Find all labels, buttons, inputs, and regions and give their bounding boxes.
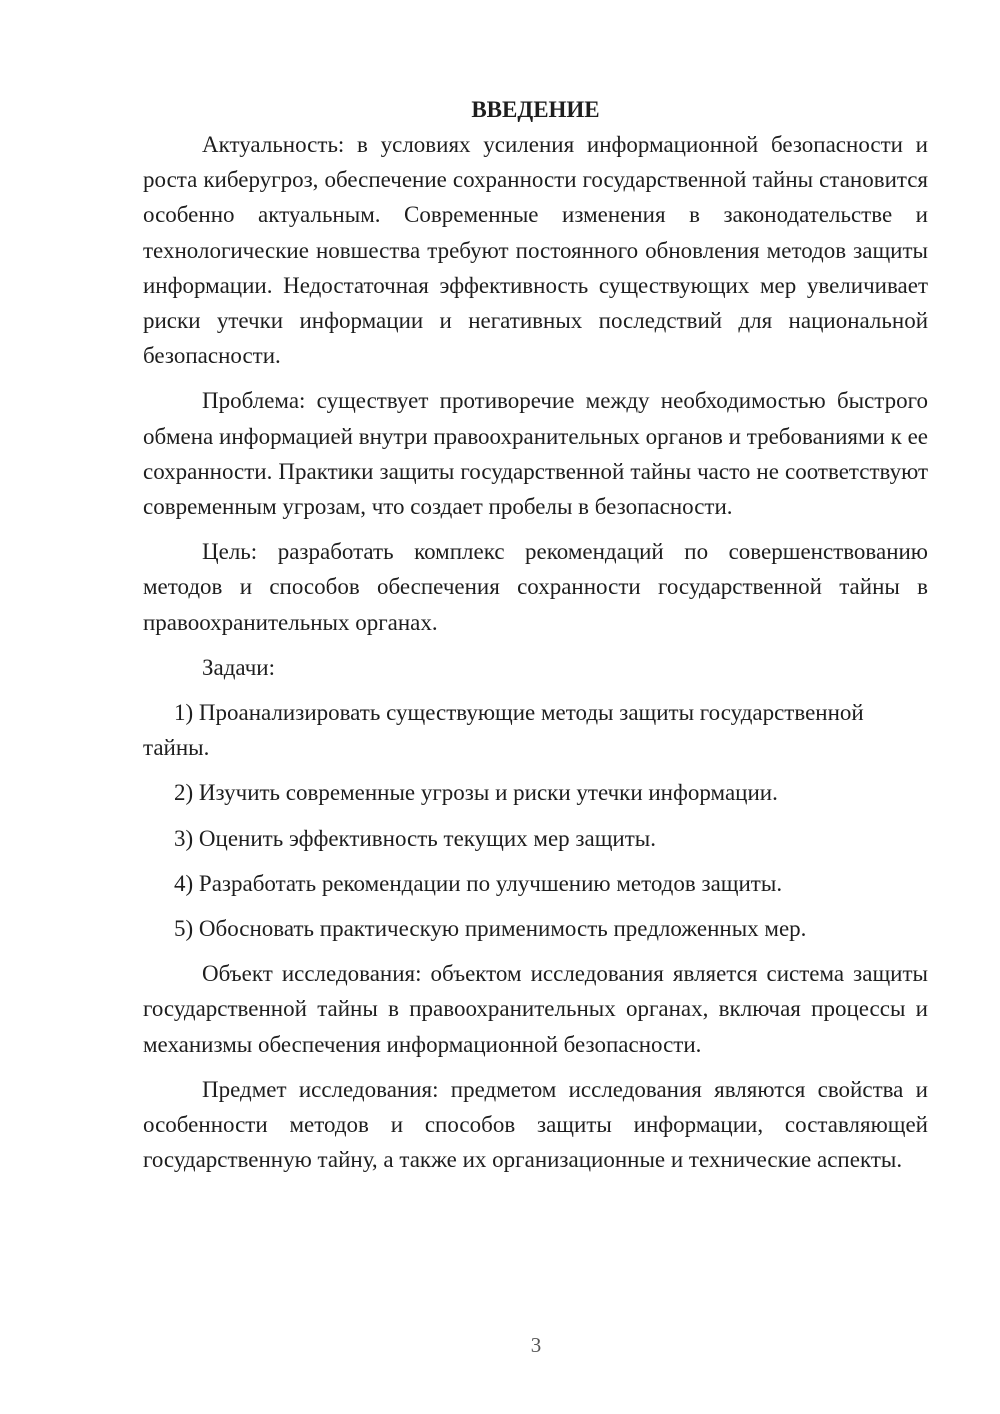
task-item: 4) Разработать рекомендации по улучшению методов защиты. — [174, 870, 783, 896]
problem-paragraph: Проблема: существует противоречие между необходимостью быстрого обмена информацией внутри правоохранительных органов и требованиями к ее сохранности. Практики защиты государственной тайны часто не соответствуют современным угрозам, что создает пробелы в безопасности. — [143, 388, 928, 520]
subject-paragraph: Предмет исследования: предметом исследования являются свойства и особенности методов и способов защиты информации, составляющей государственную тайну, а также их организационные и технические аспекты. — [143, 1076, 928, 1173]
page-body — [143, 92, 928, 1177]
task-item: 3) Оценить эффективность текущих мер защиты. — [174, 825, 656, 851]
task-item: 1) Проанализировать существующие методы защиты государственной тайны. — [143, 700, 864, 761]
task-item: 5) Обосновать практическую применимость предложенных мер. — [174, 916, 807, 942]
task-item: 2) Изучить современные угрозы и риски утечки информации. — [174, 780, 778, 806]
tasks-heading: Задачи: — [202, 654, 275, 680]
page-number: 3 — [530, 1333, 542, 1357]
object-paragraph: Объект исследования: объектом исследования является система защиты государственной тайны в правоохранительных органах, включая процессы и механизмы обеспечения информационной безопасности. — [143, 961, 928, 1057]
page-title: ВВЕДЕНИЕ — [471, 97, 600, 122]
goal-paragraph: Цель: разработать комплекс рекомендаций по совершенствованию методов и способов обеспечения сохранности государственной тайны в правоохранительных органах. — [143, 539, 928, 635]
relevance-paragraph: Актуальность: в условиях усиления информационной безопасности и роста киберугроз, обеспечение сохранности государственной тайны становится особенно актуальным. Современные изменения в законодательстве и технологические новшества требуют постоянного обновления методов защиты информации. Недостаточная эффективность существующих мер увеличивает риски утечки информации и негативных последствий для национальной безопасности. — [143, 132, 928, 369]
